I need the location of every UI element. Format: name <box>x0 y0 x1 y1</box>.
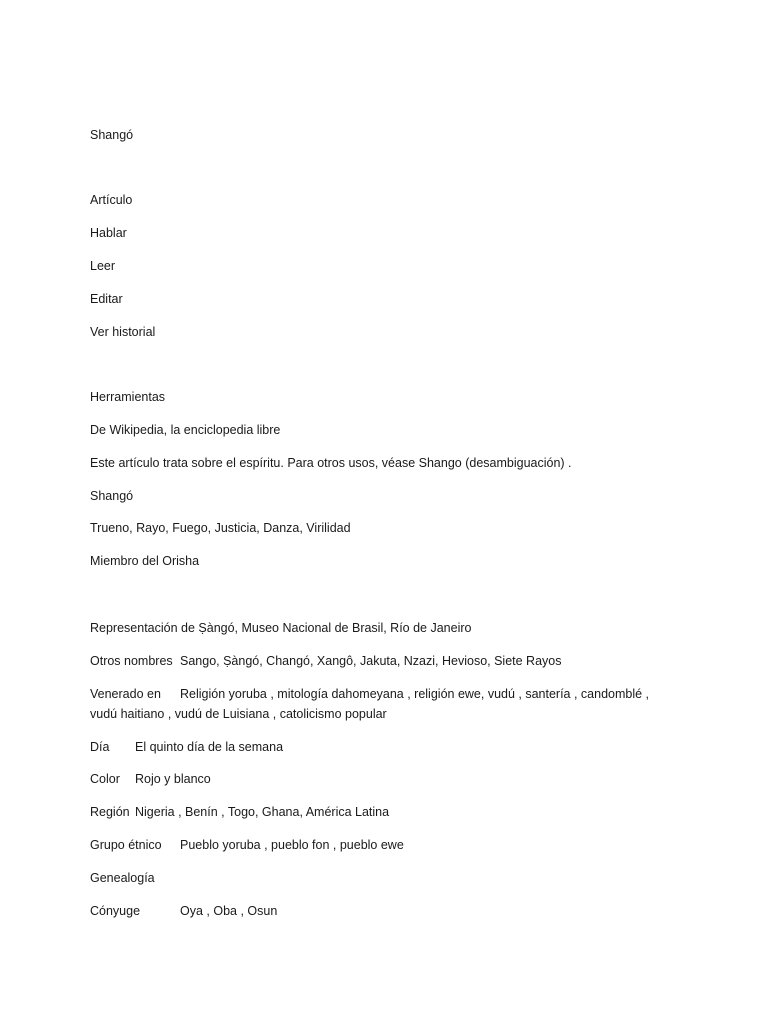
nav-history-link[interactable]: Ver historial <box>90 325 156 339</box>
nav-edit-link[interactable]: Editar <box>90 292 123 306</box>
infobox-name: Shangó <box>90 489 134 503</box>
infobox-row-ethnic <box>90 835 690 855</box>
region-value: Nigeria , Benín , Togo, Ghana, América Latina <box>135 805 390 819</box>
infobox-member: Miembro del Orisha <box>90 554 200 568</box>
infobox-domains: Trueno, Rayo, Fuego, Justicia, Danza, Virilidad <box>90 521 351 535</box>
day-value: El quinto día de la semana <box>135 740 284 754</box>
tools-menu[interactable]: Herramientas <box>90 390 166 404</box>
infobox-row-day <box>90 737 690 757</box>
genealogy-heading: Genealogía <box>90 871 155 885</box>
nav-article-link[interactable]: Artículo <box>90 193 133 207</box>
nav-read-link[interactable]: Leer <box>90 259 116 273</box>
ethnic-value: Pueblo yoruba , pueblo fon , pueblo ewe <box>180 838 404 852</box>
spouse-label: Cónyuge <box>90 904 141 918</box>
infobox-row-venerated <box>90 684 690 704</box>
color-label: Color <box>90 772 120 786</box>
other-names-label: Otros nombres <box>90 654 173 668</box>
infobox-row-spouse <box>90 901 690 921</box>
page-title: Shangó <box>90 128 134 142</box>
hatnote: Este artículo trata sobre el espíritu. Para otros usos, véase Shango (desambiguación) . <box>90 456 572 470</box>
region-label: Región <box>90 805 130 819</box>
image-caption: Representación de Ṣàngó, Museo Nacional de Brasil, Río de Janeiro <box>90 621 472 635</box>
other-names-value: Sango, Ṣàngó, Changó, Xangô, Jakuta, Nzazi, Hevioso, Siete Rayos <box>180 654 562 668</box>
ethnic-label: Grupo étnico <box>90 838 162 852</box>
nav-talk-link[interactable]: Hablar <box>90 226 127 240</box>
venerated-label: Venerado en <box>90 687 161 701</box>
spouse-value: Oya , Oba , Osun <box>180 904 278 918</box>
infobox-row-other-names <box>90 651 690 671</box>
color-value: Rojo y blanco <box>135 772 211 786</box>
source-tagline: De Wikipedia, la enciclopedia libre <box>90 423 281 437</box>
venerated-value-line2: vudú haitiano , vudú de Luisiana , catolicismo popular <box>90 707 387 721</box>
infobox-row-color <box>90 769 690 789</box>
day-label: Día <box>90 740 110 754</box>
venerated-value-line1: Religión yoruba , mitología dahomeyana , religión ewe, vudú , santería , candomblé , <box>180 687 650 701</box>
infobox-row-region <box>90 802 690 822</box>
